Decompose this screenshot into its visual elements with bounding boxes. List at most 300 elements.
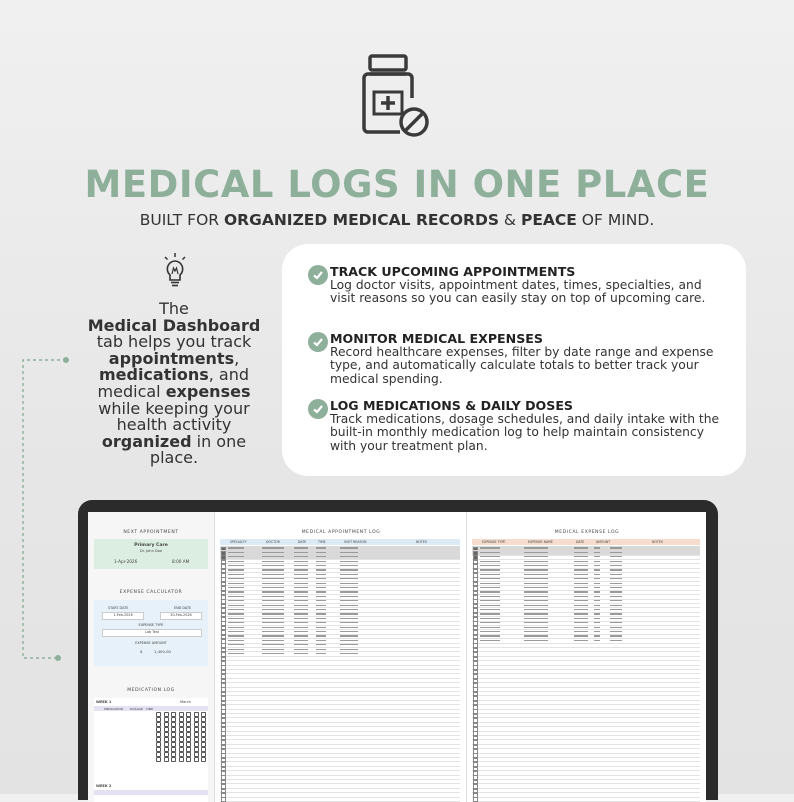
cell-text [262, 631, 284, 632]
cell-text [316, 600, 326, 601]
cell-text [610, 574, 622, 575]
cell-text [228, 622, 244, 623]
feature-appointments [308, 265, 728, 306]
intro-text: The Medical Dashboard tab helps you track appointments, medications, and medical expenses while keeping your health activity organized in one place. [87, 299, 261, 468]
cell-text [294, 609, 308, 610]
cell-text [594, 596, 600, 597]
cell-text [228, 631, 244, 632]
cell-text [524, 618, 548, 619]
dose-checkbox[interactable] [156, 757, 161, 762]
cell-text [340, 613, 358, 614]
cell-text [294, 596, 308, 597]
cell-text [340, 591, 358, 592]
expense-type-select[interactable]: Lab Test [102, 629, 202, 637]
cell-text [294, 622, 308, 623]
col-expense-type: EXPENSE TYPE [482, 540, 506, 544]
cell-text [524, 578, 548, 579]
cell-text [594, 618, 600, 619]
cell-text [340, 547, 358, 548]
cell-text [610, 565, 622, 566]
cell-text [340, 574, 358, 575]
cell-text [262, 552, 284, 553]
medication-checkboxes[interactable] [154, 712, 208, 762]
cell-text [610, 622, 622, 623]
features-card [282, 244, 746, 476]
cell-text [294, 605, 308, 606]
feature-medications [308, 399, 728, 453]
cell-text [294, 653, 308, 654]
cell-text [228, 556, 244, 557]
cell-text [480, 635, 500, 636]
cell-text [480, 552, 500, 553]
cell-text [340, 552, 358, 553]
cell-text [574, 640, 588, 641]
cell-text [594, 583, 600, 584]
cell-text [262, 640, 284, 641]
cell-text [480, 569, 500, 570]
cell-text [294, 578, 308, 579]
cell-text [228, 552, 244, 553]
cell-text [480, 609, 500, 610]
cell-text [594, 622, 600, 623]
cell-text [524, 600, 548, 601]
cell-text [294, 631, 308, 632]
cell-text [294, 574, 308, 575]
cell-text [610, 587, 622, 588]
dose-checkbox[interactable] [179, 757, 184, 762]
cell-text [524, 635, 548, 636]
cell-text [480, 613, 500, 614]
cell-text [480, 574, 500, 575]
cell-text [262, 649, 284, 650]
cell-text [574, 627, 588, 628]
cell-text [316, 596, 326, 597]
cell-text [594, 547, 600, 548]
cell-text [524, 547, 548, 548]
next-appointment-title: NEXT APPOINTMENT [123, 530, 179, 535]
cell-text [228, 653, 244, 654]
medication-log-table [94, 698, 208, 802]
cell-text [340, 644, 358, 645]
row-checkbox[interactable] [473, 797, 478, 802]
cell-text [524, 552, 548, 553]
cell-text [316, 583, 326, 584]
cell-text [574, 622, 588, 623]
cell-text [316, 649, 326, 650]
cell-text [594, 552, 600, 553]
cell-text [610, 561, 622, 562]
cell-text [228, 569, 244, 570]
cell-text [294, 613, 308, 614]
cell-text [480, 596, 500, 597]
cell-text [340, 596, 358, 597]
cell-text [340, 587, 358, 588]
cell-text [340, 605, 358, 606]
cell-text [480, 600, 500, 601]
cell-text [480, 622, 500, 623]
feature-title: MONITOR MEDICAL EXPENSES [330, 331, 543, 346]
col-amount: AMOUNT [596, 540, 611, 544]
cell-text [594, 569, 600, 570]
col-expense-date: DATE [576, 540, 585, 544]
cell-text [610, 578, 622, 579]
cell-text [228, 640, 244, 641]
cell-text [262, 578, 284, 579]
cell-text [340, 618, 358, 619]
cell-text [524, 613, 548, 614]
col-specialty: SPECIALTY [230, 540, 247, 544]
expense-log-header [472, 539, 700, 545]
cell-text [610, 631, 622, 632]
table-row[interactable] [472, 797, 700, 802]
expense-log-rows[interactable] [472, 546, 700, 802]
cell-text [574, 635, 588, 636]
cell-text [480, 591, 500, 592]
cell-text [574, 613, 588, 614]
medicine-bottle-icon [360, 52, 434, 138]
cell-text [480, 618, 500, 619]
expense-calculator-card [94, 600, 208, 666]
connector-line [18, 356, 70, 662]
appointment-specialty: Primary Care [134, 543, 168, 548]
col-date: DATE [298, 540, 307, 544]
expense-calculator-title: EXPENSE CALCULATOR [119, 590, 183, 595]
cell-text [262, 587, 284, 588]
cell-text [340, 556, 358, 557]
cell-text [316, 547, 326, 548]
cell-text [294, 583, 308, 584]
cell-text [262, 583, 284, 584]
cell-text [524, 587, 548, 588]
cell-text [228, 587, 244, 588]
cell-text [574, 631, 588, 632]
cell-text [610, 596, 622, 597]
cell-text [228, 635, 244, 636]
cell-text [262, 618, 284, 619]
dose-checkbox[interactable] [164, 757, 169, 762]
cell-text [594, 635, 600, 636]
cell-text [228, 600, 244, 601]
cell-text [594, 578, 600, 579]
cell-text [574, 583, 588, 584]
cell-text [262, 547, 284, 548]
expense-amount-value: 1,400.00 [154, 649, 171, 654]
cell-text [316, 609, 326, 610]
cell-text [294, 569, 308, 570]
row-checkbox[interactable] [221, 797, 226, 802]
cell-text [610, 627, 622, 628]
cell-text [610, 591, 622, 592]
cell-text [316, 635, 326, 636]
feature-body: Log doctor visits, appointment dates, times, specialties, and visit reasons so you can easily stay on top of upcoming care. [330, 278, 706, 306]
cell-text [524, 622, 548, 623]
feature-expenses [308, 332, 728, 386]
cell-text [294, 649, 308, 650]
cell-text [610, 569, 622, 570]
cell-text [340, 640, 358, 641]
cell-text [574, 552, 588, 553]
feature-body: Record healthcare expenses, filter by date range and expense type, and automatically calculate totals to better track your medical spending. [330, 345, 714, 386]
cell-text [228, 561, 244, 562]
cell-text [228, 609, 244, 610]
feature-body: Track medications, dosage schedules, and daily intake with the built-in monthly medication log to help maintain consistency with your treatment plan. [330, 412, 720, 453]
cell-text [262, 569, 284, 570]
cell-text [610, 583, 622, 584]
end-date-input[interactable]: 30-Feb-2026 [160, 612, 202, 620]
cell-text [574, 605, 588, 606]
col-doctor: DOCTOR [266, 540, 280, 544]
cell-text [316, 552, 326, 553]
cell-text [262, 565, 284, 566]
cell-text [594, 613, 600, 614]
cell-text [480, 578, 500, 579]
cell-text [610, 640, 622, 641]
col-expense-name: EXPENSE NAME [528, 540, 553, 544]
cell-text [294, 587, 308, 588]
col-medication: MEDICATION [104, 706, 123, 711]
cell-text [228, 583, 244, 584]
medication-header [94, 706, 208, 711]
spreadsheet-screen [88, 512, 706, 802]
next-appointment-card [94, 539, 208, 569]
cell-text [610, 605, 622, 606]
cell-text [340, 578, 358, 579]
cell-text [262, 609, 284, 610]
medication-header-week2 [94, 790, 208, 795]
cell-text [594, 565, 600, 566]
cell-text [610, 600, 622, 601]
cell-text [228, 578, 244, 579]
cell-text [594, 631, 600, 632]
cell-text [262, 653, 284, 654]
cell-text [524, 569, 548, 570]
cell-text [316, 618, 326, 619]
expense-log-panel [468, 512, 706, 802]
cell-text [262, 613, 284, 614]
cell-text [340, 583, 358, 584]
cell-text [340, 622, 358, 623]
cell-text [610, 613, 622, 614]
dose-checkbox[interactable] [186, 757, 191, 762]
dashboard-sidebar [88, 512, 215, 802]
cell-text [594, 605, 600, 606]
cell-text [594, 627, 600, 628]
cell-text [316, 644, 326, 645]
cell-text [316, 653, 326, 654]
dose-checkbox[interactable] [194, 757, 199, 762]
dose-checkbox[interactable] [201, 757, 206, 762]
cell-text [480, 587, 500, 588]
cell-text [228, 605, 244, 606]
cell-text [524, 605, 548, 606]
cell-text [480, 565, 500, 566]
cell-text [294, 635, 308, 636]
cell-text [340, 649, 358, 650]
cell-text [316, 591, 326, 592]
cell-text [228, 565, 244, 566]
cell-text [294, 591, 308, 592]
cell-text [610, 547, 622, 548]
cell-text [228, 547, 244, 548]
cell-text [574, 574, 588, 575]
cell-text [574, 578, 588, 579]
cell-text [316, 627, 326, 628]
cell-text [524, 591, 548, 592]
cell-text [294, 565, 308, 566]
cell-text [294, 600, 308, 601]
check-circle-icon [308, 399, 328, 419]
cell-text [316, 569, 326, 570]
cell-text [316, 578, 326, 579]
cell-text [294, 640, 308, 641]
cell-text [340, 609, 358, 610]
cell-text [594, 591, 600, 592]
cell-text [262, 644, 284, 645]
month-label: March [180, 700, 191, 704]
cell-text [524, 609, 548, 610]
cell-text [262, 591, 284, 592]
cell-text [294, 644, 308, 645]
col-expense-notes: NOTES [652, 540, 663, 544]
col-dosage: DOSAGE [130, 706, 143, 711]
end-date-label: END DATE [174, 606, 192, 610]
appointment-log-panel [216, 512, 467, 802]
cell-text [594, 561, 600, 562]
cell-text [340, 653, 358, 654]
cell-text [316, 556, 326, 557]
cell-text [574, 591, 588, 592]
cell-text [262, 600, 284, 601]
expense-log-title: MEDICAL EXPENSE LOG [554, 530, 620, 535]
cell-text [316, 640, 326, 641]
cell-text [228, 644, 244, 645]
appointment-log-rows[interactable] [220, 546, 460, 802]
appointment-log-title: MEDICAL APPOINTMENT LOG [301, 530, 381, 535]
cell-text [480, 631, 500, 632]
cell-text [340, 569, 358, 570]
cell-text [340, 635, 358, 636]
cell-text [594, 574, 600, 575]
cell-text [316, 605, 326, 606]
week2-label: WEEK 2 [96, 784, 112, 788]
cell-text [574, 609, 588, 610]
cell-text [574, 556, 588, 557]
cell-text [524, 583, 548, 584]
cell-text [294, 547, 308, 548]
cell-text [594, 609, 600, 610]
cell-text [316, 565, 326, 566]
cell-text [524, 561, 548, 562]
cell-text [480, 547, 500, 548]
cell-text [316, 613, 326, 614]
cell-text [524, 627, 548, 628]
start-date-label: START DATE [108, 606, 129, 610]
lightbulb-icon [160, 252, 190, 288]
cell-text [228, 649, 244, 650]
cell-text [574, 565, 588, 566]
cell-text [610, 552, 622, 553]
cell-text [262, 605, 284, 606]
check-circle-icon [308, 332, 328, 352]
cell-text [574, 618, 588, 619]
start-date-input[interactable]: 1-Feb-2026 [102, 612, 144, 620]
cell-text [480, 627, 500, 628]
cell-text [262, 635, 284, 636]
col-time: TIME [318, 540, 326, 544]
cell-text [610, 618, 622, 619]
check-circle-icon [308, 265, 328, 285]
cell-text [480, 556, 500, 557]
cell-text [574, 561, 588, 562]
cell-text [294, 627, 308, 628]
cell-text [228, 613, 244, 614]
cell-text [262, 561, 284, 562]
cell-text [574, 547, 588, 548]
cell-text [610, 556, 622, 557]
cell-text [480, 605, 500, 606]
appointment-log-header [220, 539, 460, 545]
cell-text [294, 556, 308, 557]
cell-text [340, 600, 358, 601]
dose-checkbox[interactable] [171, 757, 176, 762]
feature-title: TRACK UPCOMING APPOINTMENTS [330, 264, 576, 279]
cell-text [262, 622, 284, 623]
cell-text [228, 596, 244, 597]
cell-text [316, 587, 326, 588]
appointment-date: 1-Apr-2026 [114, 559, 138, 564]
medication-log-title: MEDICATION LOG [127, 688, 175, 693]
cell-text [316, 561, 326, 562]
cell-text [316, 574, 326, 575]
expense-amount-label: EXPENSE AMOUNT [135, 641, 167, 645]
cell-text [316, 631, 326, 632]
cell-text [340, 561, 358, 562]
cell-text [524, 556, 548, 557]
cell-text [610, 635, 622, 636]
cell-text [524, 565, 548, 566]
cell-text [524, 631, 548, 632]
cell-text [340, 631, 358, 632]
page-subtitle: BUILT FOR ORGANIZED MEDICAL RECORDS & PEACE OF MIND. [139, 211, 655, 229]
table-row[interactable] [220, 797, 460, 802]
appointment-doctor: Dr. John Doe [139, 549, 163, 553]
cell-text [228, 574, 244, 575]
page-title: MEDICAL LOGS IN ONE PLACE [84, 163, 710, 206]
cell-text [294, 618, 308, 619]
expense-type-label: EXPENSE TYPE [138, 623, 164, 627]
cell-text [228, 618, 244, 619]
cell-text [480, 640, 500, 641]
cell-text [228, 627, 244, 628]
cell-text [524, 574, 548, 575]
cell-text [610, 609, 622, 610]
cell-text [574, 600, 588, 601]
cell-text [262, 627, 284, 628]
cell-text [524, 596, 548, 597]
cell-text [340, 565, 358, 566]
week1-label: WEEK 1 [96, 700, 112, 704]
cell-text [574, 596, 588, 597]
cell-text [228, 591, 244, 592]
cell-text [480, 583, 500, 584]
cell-text [524, 640, 548, 641]
col-time: TIME [146, 706, 154, 711]
cell-text [262, 596, 284, 597]
appointment-time: 8:00 AM [172, 559, 190, 564]
cell-text [574, 587, 588, 588]
cell-text [594, 640, 600, 641]
col-visit-reason: VISIT REASON [344, 540, 367, 544]
